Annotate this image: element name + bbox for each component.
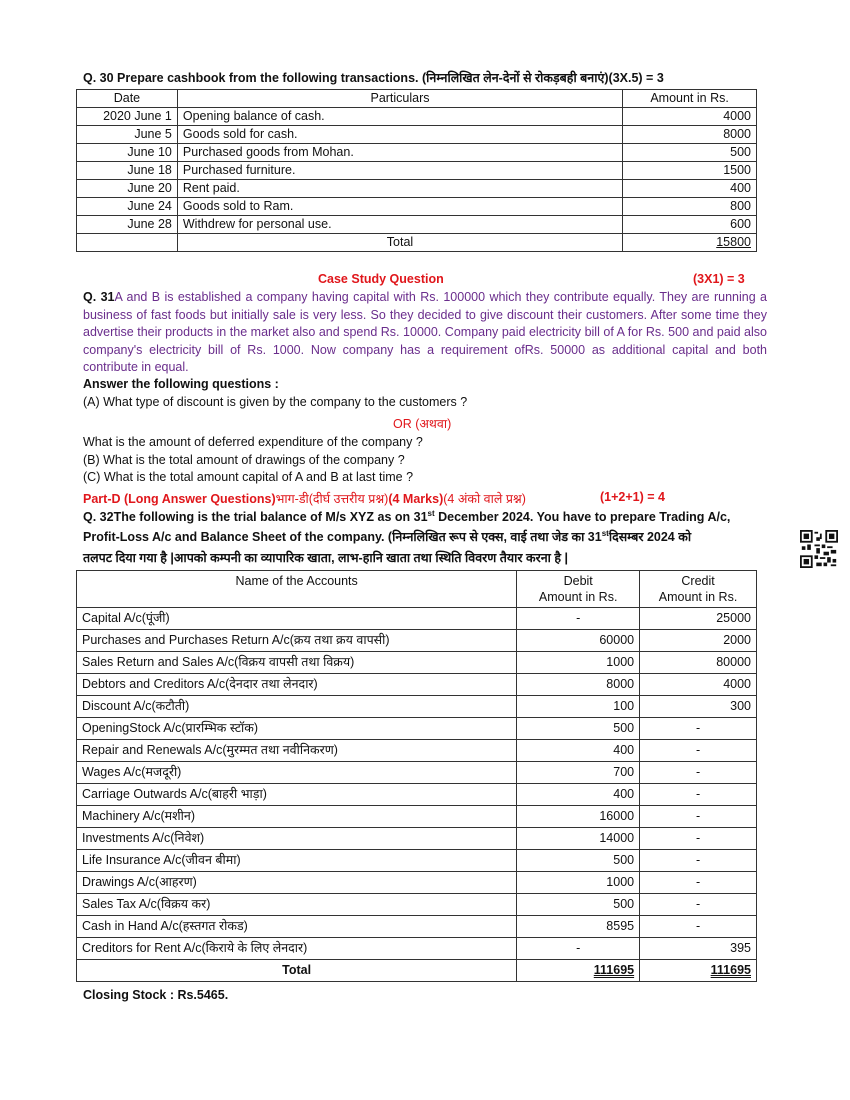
date-cell: June 5 <box>77 126 178 144</box>
particulars-cell: Opening balance of cash. <box>177 108 622 126</box>
q31-label: Q. 31 <box>83 290 115 304</box>
table-row <box>77 872 757 894</box>
particulars-cell: Purchased furniture. <box>177 162 622 180</box>
table-row <box>77 198 757 216</box>
table-total-row <box>77 234 757 252</box>
debit-cell: 14000 <box>517 828 640 850</box>
credit-cell: - <box>640 828 757 850</box>
debit-cell: - <box>517 938 640 960</box>
particulars-cell: Withdrew for personal use. <box>177 216 622 234</box>
table-row <box>77 144 757 162</box>
account-name-cell: Capital A/c(पूंजी) <box>77 608 517 630</box>
account-name-cell: Discount A/c(कटौती) <box>77 696 517 718</box>
account-name-cell: Machinery A/c(मशीन) <box>77 806 517 828</box>
debit-cell: - <box>517 608 640 630</box>
credit-cell: - <box>640 740 757 762</box>
credit-cell: 300 <box>640 696 757 718</box>
case-study-title: Case Study Question <box>318 272 444 286</box>
particulars-cell: Goods sold to Ram. <box>177 198 622 216</box>
table-row <box>77 696 757 718</box>
debit-cell: 1000 <box>517 652 640 674</box>
particulars-cell: Goods sold for cash. <box>177 126 622 144</box>
amount-cell: 4000 <box>623 108 757 126</box>
table-row <box>77 806 757 828</box>
trial-balance-table <box>76 570 757 982</box>
account-name-cell: Debtors and Creditors A/c(देनदार तथा लेनदार) <box>77 674 517 696</box>
debit-cell: 8595 <box>517 916 640 938</box>
amount-cell: 8000 <box>623 126 757 144</box>
debit-cell: 500 <box>517 850 640 872</box>
amount-cell: 800 <box>623 198 757 216</box>
q32-line-1: Q. 32The following is the trial balance of M/s XYZ as on 31st December 2024. You have to prepare Trading A/c, <box>83 509 731 525</box>
amount-cell: 1500 <box>623 162 757 180</box>
credit-cell: - <box>640 806 757 828</box>
date-cell: June 20 <box>77 180 178 198</box>
credit-cell: 2000 <box>640 630 757 652</box>
account-name-cell: Cash in Hand A/c(हस्तगत रोकड) <box>77 916 517 938</box>
date-cell: June 18 <box>77 162 178 180</box>
table-row <box>77 894 757 916</box>
or-label: OR (अथवा) <box>393 417 452 431</box>
account-name-cell: Carriage Outwards A/c(बाहरी भाड़ा) <box>77 784 517 806</box>
q31-instruction: Answer the following questions : <box>83 377 279 391</box>
part-d-heading: Part-D (Long Answer Questions)भाग-डी(दीर्घ उत्तरीय प्रश्न)(4 Marks)(4 अंको वाले प्रश्न) <box>83 492 526 506</box>
total-label: Total <box>177 234 622 252</box>
table-row <box>77 162 757 180</box>
q31-question-a: (A) What type of discount is given by the company to the customers ? <box>83 395 468 409</box>
table-row <box>77 784 757 806</box>
table-row <box>77 740 757 762</box>
q31-question-b: (B) What is the total amount of drawings of the company ? <box>83 453 405 467</box>
account-name-cell: Creditors for Rent A/c(किराये के लिए लेनदार) <box>77 938 517 960</box>
credit-cell: - <box>640 850 757 872</box>
table-row <box>77 630 757 652</box>
col-amount: Amount in Rs. <box>623 90 757 108</box>
account-name-cell: Repair and Renewals A/c(मुरम्मत तथा नवीनिकरण) <box>77 740 517 762</box>
credit-cell: - <box>640 762 757 784</box>
debit-cell: 500 <box>517 718 640 740</box>
debit-cell: 700 <box>517 762 640 784</box>
account-name-cell: Wages A/c(मजदूरी) <box>77 762 517 784</box>
debit-cell: 1000 <box>517 872 640 894</box>
debit-cell: 400 <box>517 784 640 806</box>
credit-cell: - <box>640 872 757 894</box>
debit-cell: 400 <box>517 740 640 762</box>
credit-cell: - <box>640 894 757 916</box>
q30-heading-en: Q. 30 Prepare cashbook from the following transactions. <box>83 71 419 85</box>
q30-marks: (3X.5) = 3 <box>608 71 664 85</box>
table-header-row <box>77 571 757 608</box>
debit-cell: 500 <box>517 894 640 916</box>
q31-passage <box>83 289 767 377</box>
credit-cell: 25000 <box>640 608 757 630</box>
q30-heading-hi: (निम्नलिखित लेन-देनों से रोकड़बही बनाएं) <box>421 71 609 85</box>
account-name-cell: OpeningStock A/c(प्रारम्भिक स्टॉक) <box>77 718 517 740</box>
account-name-cell: Purchases and Purchases Return A/c(क्रय तथा क्रय वापसी) <box>77 630 517 652</box>
credit-cell: 4000 <box>640 674 757 696</box>
table-row <box>77 762 757 784</box>
particulars-cell: Rent paid. <box>177 180 622 198</box>
table-row <box>77 126 757 144</box>
account-name-cell: Investments A/c(निवेश) <box>77 828 517 850</box>
total-value: 15800 <box>623 234 757 252</box>
account-name-cell: Sales Tax A/c(विक्रय कर) <box>77 894 517 916</box>
account-name-cell: Sales Return and Sales A/c(विक्रय वापसी तथा विक्रय) <box>77 652 517 674</box>
credit-cell: - <box>640 916 757 938</box>
q30-heading <box>83 69 664 86</box>
table-row <box>77 608 757 630</box>
table-row <box>77 938 757 960</box>
debit-cell: 60000 <box>517 630 640 652</box>
date-cell: June 28 <box>77 216 178 234</box>
total-label: Total <box>77 960 517 982</box>
col-credit: Credit Amount in Rs. <box>640 571 757 608</box>
account-name-cell: Life Insurance A/c(जीवन बीमा) <box>77 850 517 872</box>
cashbook-table <box>76 89 757 252</box>
col-debit: Debit Amount in Rs. <box>517 571 640 608</box>
debit-cell: 16000 <box>517 806 640 828</box>
qr-code-icon <box>800 530 838 568</box>
date-cell: 2020 June 1 <box>77 108 178 126</box>
total-debit: 111695 <box>517 960 640 982</box>
credit-cell: 395 <box>640 938 757 960</box>
table-row <box>77 674 757 696</box>
col-particulars: Particulars <box>177 90 622 108</box>
table-row <box>77 108 757 126</box>
amount-cell: 400 <box>623 180 757 198</box>
amount-cell: 600 <box>623 216 757 234</box>
table-row <box>77 180 757 198</box>
total-credit: 111695 <box>640 960 757 982</box>
table-row <box>77 916 757 938</box>
closing-stock-note: Closing Stock : Rs.5465. <box>83 988 229 1002</box>
q31-question-a-alt: What is the amount of deferred expenditure of the company ? <box>83 435 423 449</box>
table-total-row <box>77 960 757 982</box>
amount-cell: 500 <box>623 144 757 162</box>
table-row <box>77 652 757 674</box>
account-name-cell: Drawings A/c(आहरण) <box>77 872 517 894</box>
debit-cell: 8000 <box>517 674 640 696</box>
date-cell: June 24 <box>77 198 178 216</box>
col-date: Date <box>77 90 178 108</box>
q31-passage-text: A and B is established a company having capital with Rs. 100000 which they contribute equally. They are running a business of fast foods but initially sale is very less. So they decided to give discount their customers. After some time they advertise their products in the market also and spend Rs. 10000. Company paid electricity bill of A for Rs. 500 and paid also company's electricity bill of Rs. 1000. Now company has a requirement ofRs. 50000 as additional capital and both contribute in equal. <box>83 290 767 374</box>
table-row <box>77 216 757 234</box>
particulars-cell: Purchased goods from Mohan. <box>177 144 622 162</box>
date-cell: June 10 <box>77 144 178 162</box>
table-row <box>77 828 757 850</box>
col-account-name: Name of the Accounts <box>77 571 517 608</box>
case-study-marks: (3X1) = 3 <box>693 272 745 286</box>
credit-cell: - <box>640 784 757 806</box>
part-d-marks-split: (1+2+1) = 4 <box>600 490 665 504</box>
credit-cell: - <box>640 718 757 740</box>
q31-question-c: (C) What is the total amount capital of A and B at last time ? <box>83 470 414 484</box>
debit-cell: 100 <box>517 696 640 718</box>
credit-cell: 80000 <box>640 652 757 674</box>
q32-line-2: Profit-Loss A/c and Balance Sheet of the company. (निम्नलिखित रूप से एक्स, वाई तथा जेड का 31stदिसम्बर 2024 को <box>83 528 692 544</box>
table-row <box>77 850 757 872</box>
table-row <box>77 718 757 740</box>
q32-line-3: तलपट दिया गया है |आपको कम्पनी का व्यापारिक खाता, लाभ-हानि खाता तथा स्थिति विवरण तैयार करना है | <box>83 551 568 565</box>
table-header-row <box>77 90 757 108</box>
